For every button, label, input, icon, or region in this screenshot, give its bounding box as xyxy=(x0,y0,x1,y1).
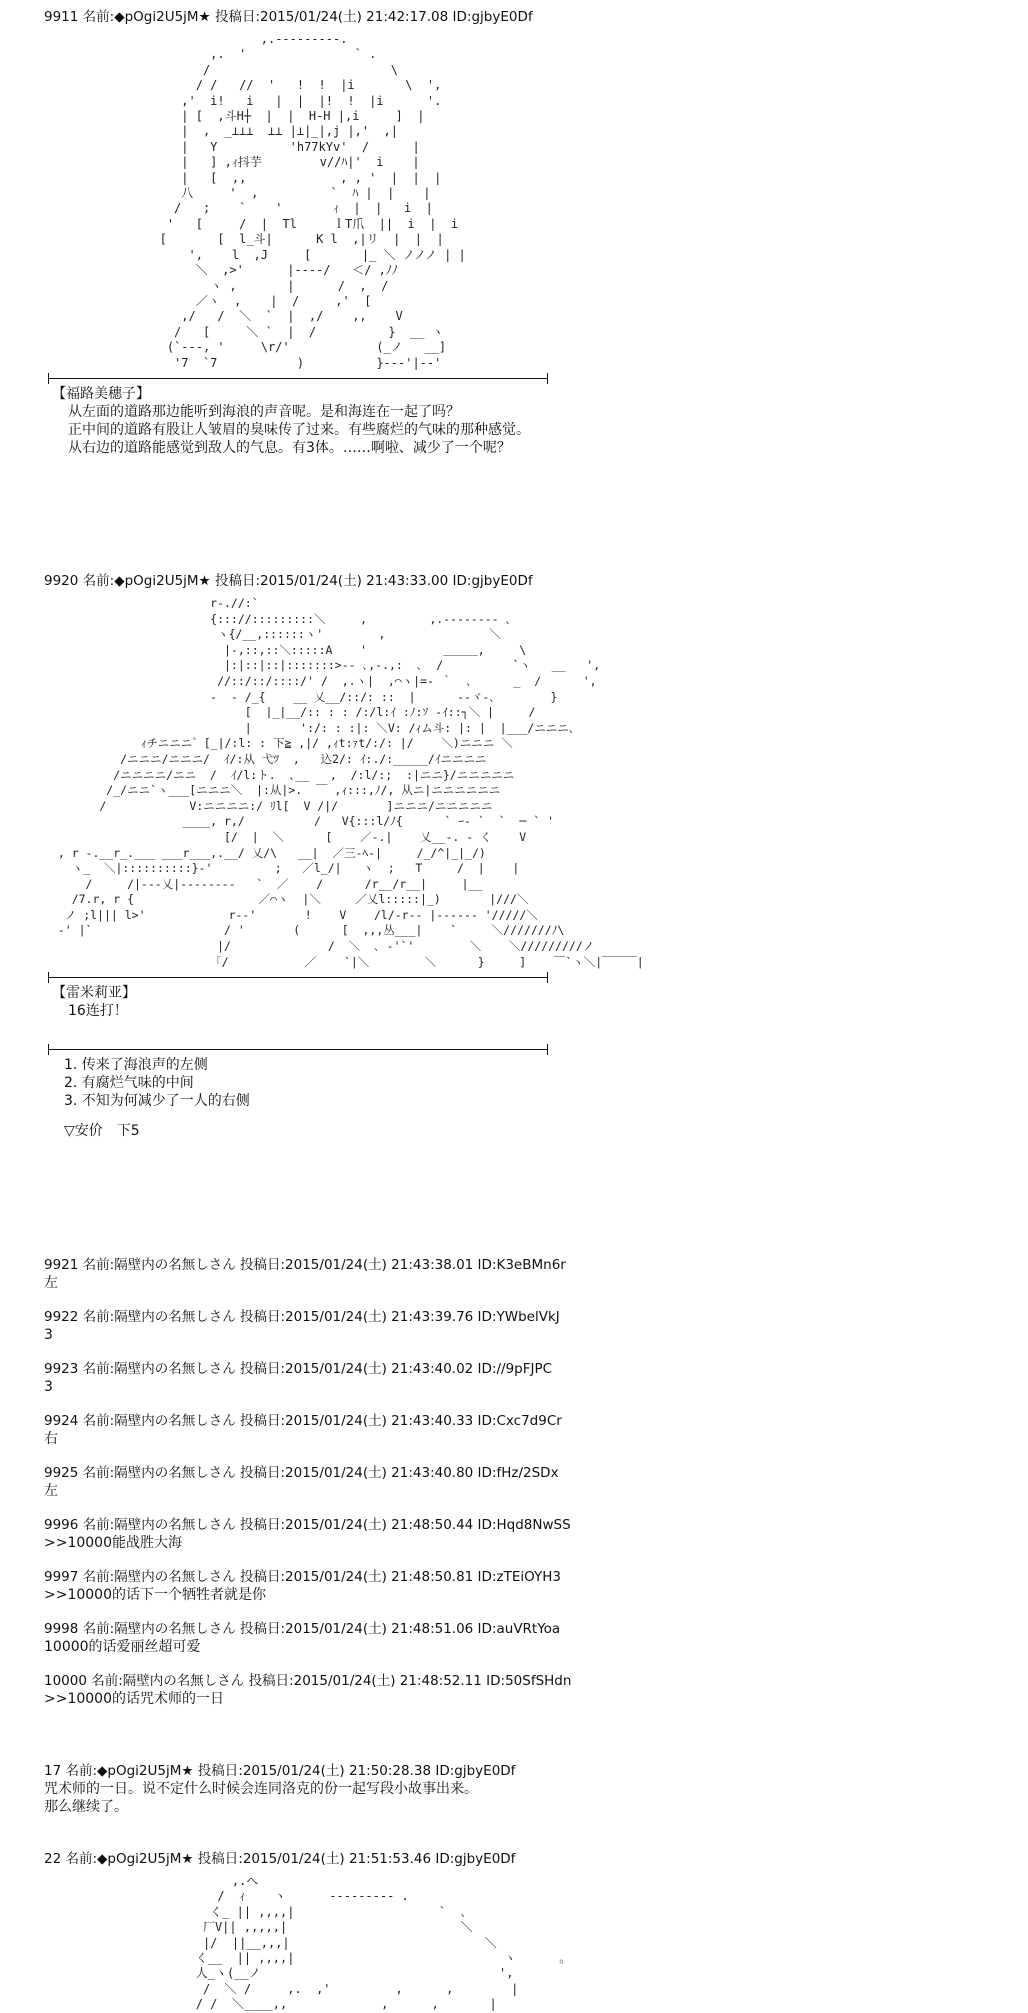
post-meta: 名前:◆pOgi2U5jM★ 投稿日:2015/01/24(土) 21:51:53.46 ID:gjbyE0Df xyxy=(65,1851,516,1867)
reply-body: 左 xyxy=(44,1483,58,1499)
post-9920 xyxy=(44,572,1008,1140)
post-17 xyxy=(44,1762,1008,1816)
post-number: 9920 xyxy=(44,573,79,589)
reply-header: 10000 名前:隔壁内の名無しさん 投稿日:2015/01/24(土) 21:48:52.11 ID:50SfSHdn xyxy=(44,1673,572,1689)
post-body: 咒术师的一日。说不定什么时候会连同洛克的份一起写段小故事出来。 那么继续了。 xyxy=(44,1781,478,1815)
post-meta: 名前:◆pOgi2U5jM★ 投稿日:2015/01/24(土) 21:43:33.00 ID:gjbyE0Df xyxy=(82,573,533,589)
post-22 xyxy=(44,1850,1008,2013)
reply-header: 9925 名前:隔壁内の名無しさん 投稿日:2015/01/24(土) 21:43:40.80 ID:fHz/2SDx xyxy=(44,1465,559,1481)
reply-header: 9922 名前:隔壁内の名無しさん 投稿日:2015/01/24(土) 21:43:39.76 ID:YWbelVkJ xyxy=(44,1309,560,1325)
post-header xyxy=(44,572,1008,590)
vote-prompt: ▽安价 下5 xyxy=(64,1123,140,1140)
reply-body: 左 xyxy=(44,1275,58,1291)
dialogue-divider xyxy=(48,972,548,982)
reply-post xyxy=(44,1412,1008,1448)
reply-header: 9997 名前:隔壁内の名無しさん 投稿日:2015/01/24(土) 21:48:50.81 ID:zTEiOYH3 xyxy=(44,1569,561,1585)
reply-header: 9998 名前:隔壁内の名無しさん 投稿日:2015/01/24(土) 21:48:51.06 ID:auVRtYoa xyxy=(44,1621,561,1637)
reply-body: 3 xyxy=(44,1327,53,1343)
ascii-art: ,.へ / ｨ ヽ --------- . く_ || ,,,,| ` ､ 厂V|| ,,,,,| ＼ |/ ||__,,,| ＼ く__ || ,,,,| ヽ 。 人_ヽ(__ノ ', / ＼ / ,. ,' , , | / / ＼____,, , , | xyxy=(195,1874,572,2012)
dialogue-lines: 从左面的道路那边能听到海浪的声音呢。是和海连在一起了吗？ 正中间的道路有股让人皱眉的臭味传了过来。有些腐烂的气味的那种感觉。 从右边的道路能感觉到敌人的气息。有3体。……啊啦、减少了一个呢？ xyxy=(68,403,530,456)
dialogue-lines: 16连打！ xyxy=(68,1003,128,1020)
reply-body: 10000的话爱丽丝超可爱 xyxy=(44,1639,201,1655)
reply-body: 右 xyxy=(44,1431,58,1447)
post-number: 9911 xyxy=(44,9,79,25)
reply-post xyxy=(44,1516,1008,1552)
reply-post xyxy=(44,1464,1008,1500)
reply-body: 3 xyxy=(44,1379,53,1395)
reply-post xyxy=(44,1256,1008,1292)
post-meta: 名前:◆pOgi2U5jM★ 投稿日:2015/01/24(土) 21:50:28.38 ID:gjbyE0Df xyxy=(65,1763,516,1779)
choice-list: 1. 传来了海浪声的左侧 2. 有腐烂气味的中间 3. 不知为何减少了一人的右侧 xyxy=(64,1057,250,1110)
reply-post xyxy=(44,1360,1008,1396)
speaker-name: 【雷米莉亚】 xyxy=(52,985,136,1002)
reply-body: >>10000的话咒术师的一日 xyxy=(44,1691,224,1707)
choices-divider xyxy=(48,1044,548,1054)
post-header xyxy=(44,1850,1008,1868)
reply-body: >>10000能战胜大海 xyxy=(44,1535,182,1551)
post-meta: 名前:◆pOgi2U5jM★ 投稿日:2015/01/24(土) 21:42:17.08 ID:gjbyE0Df xyxy=(82,9,533,25)
reply-header: 9924 名前:隔壁内の名無しさん 投稿日:2015/01/24(土) 21:43:40.33 ID:Cxc7d9Cr xyxy=(44,1413,562,1429)
reply-header: 9921 名前:隔壁内の名無しさん 投稿日:2015/01/24(土) 21:43:38.01 ID:K3eBMn6r xyxy=(44,1257,566,1273)
ascii-art: r-.//:` {::://:::::::::＼ , ,.-------- ､ ヽ{/__,::::::ヽ' , ＼ |-,::,::＼:::::A ' ＿＿＿, \ |:|::|::|:::::::>-- ､,-.,: ､ / `ヽ __ ', //::/::/::::/' / ,.ヽ| ,⌒ヽ|=- ｀ ､ _ / ', - ‐ /_{ __ 乂__/::/: :: | ‐-ヾ-､ } [ |_|__/:: : : /:/l:ｲ :ﾉ:ｿ -ｲ::┐＼ | / | ':/: : :|: ＼V: /ｨム斗: |: | |___/ニニニ､ ｨチニニニ゛[_|/:l: : 下≧ ,|/ ,ｨt:ｧt/:/: |/ ＼)ニニニ ＼ /ニニニ/ニニニ/ ｲ/:从 弋ﾂ , 込2/: ｲ:./:_____/ｲニニニニ /ニニニニ/ニニ / ｲ/l:ト. ､__ , /:l/:; :|ニニ}/ニニニニニ /_/ニニ`ヽ___[ニニニ＼ |:从|>. ￣ ,ｨ:::,ﾉ/, 从ニ|ニニニニニニ / V:ニニニニ:/ ﾘl[ V /|/ ]ニニニ/ニニニニニ ____, r,/ / V{:::l/ﾉ{ ` ｰ- ` ` ─ ` ' [/ | ＼ [ ／-.| 乂__-. - く V , r -.__r_.___ ___r___,.__/ 乂/\ __| ／三-ﾍ-| /_/^|_|_/) ヽ_ ＼|::::::::::}-' ; ／l_/| ヽ ; T / | | / /|---乂|-------- ` ／ / /r__/r__| |__ /7.r, r { ／⌒ヽ |＼ ／乂l:::::|_) |///＼ ノ ;l||| l>' r--' ! V /l/-r-- |------ '/////＼ -' |` / ' ( [ ,,,丛___| ` ＼///////ﾉ\ |/ / ＼ ､ -'`' ＼ ＼/////////ノ 「/ ／ `|＼ ＼ } ] ￣`ヽ＼|￣￣￣| xyxy=(57,596,644,969)
reply-post xyxy=(44,1672,1008,1708)
post-number: 22 xyxy=(44,1851,62,1867)
post-header xyxy=(44,1762,1008,1780)
speaker-name: 【福路美穗子】 xyxy=(52,385,150,402)
ascii-art: ,.---------. ,. ' ` . / \ / / // ' ! ! |i \ ', ,' i! i | | |! ! |i '. | [ ,斗H┼ | | H-H |,i ] | | , _⊥⊥⊥ ⊥⊥ |⊥|_|,j |,' ,| | Y 'h77kYv' / | | ] ,ｨ抖芋 v//ﾊ|' i | | [ ,, , , ' | | | 八 ' , ` ﾊ | | | / ; ` ' ｨ | | i | ' [ / | Tl ｌT爪 || i | i [ [ l_斗| K l ,|リ | | | ', l ,J [ |_ ＼ ノノノ | | ＼ ,>' |----/ ＜/ ,ﾉﾉ ヽ , | / , / ／ヽ , | / ,' [ ,/ / ＼ ` | ,/ ,, V / [ ＼ ` | / } __ ヽ (`---, ' \r/' (_ノ __] '7 `7 ) }---'|--' xyxy=(159,32,466,370)
reply-header: 9923 名前:隔壁内の名無しさん 投稿日:2015/01/24(土) 21:43:40.02 ID://9pFJPC xyxy=(44,1361,553,1377)
post-header xyxy=(44,8,1008,26)
reply-post xyxy=(44,1568,1008,1604)
post-number: 17 xyxy=(44,1763,62,1779)
post-9911 xyxy=(44,8,1008,457)
reply-body: >>10000的话下一个牺牲者就是你 xyxy=(44,1587,266,1603)
reply-header: 9996 名前:隔壁内の名無しさん 投稿日:2015/01/24(土) 21:48:50.44 ID:Hqd8NwSS xyxy=(44,1517,571,1533)
dialogue-divider xyxy=(48,373,548,383)
reply-list xyxy=(44,1256,1008,1724)
reply-post xyxy=(44,1620,1008,1656)
reply-post xyxy=(44,1308,1008,1344)
